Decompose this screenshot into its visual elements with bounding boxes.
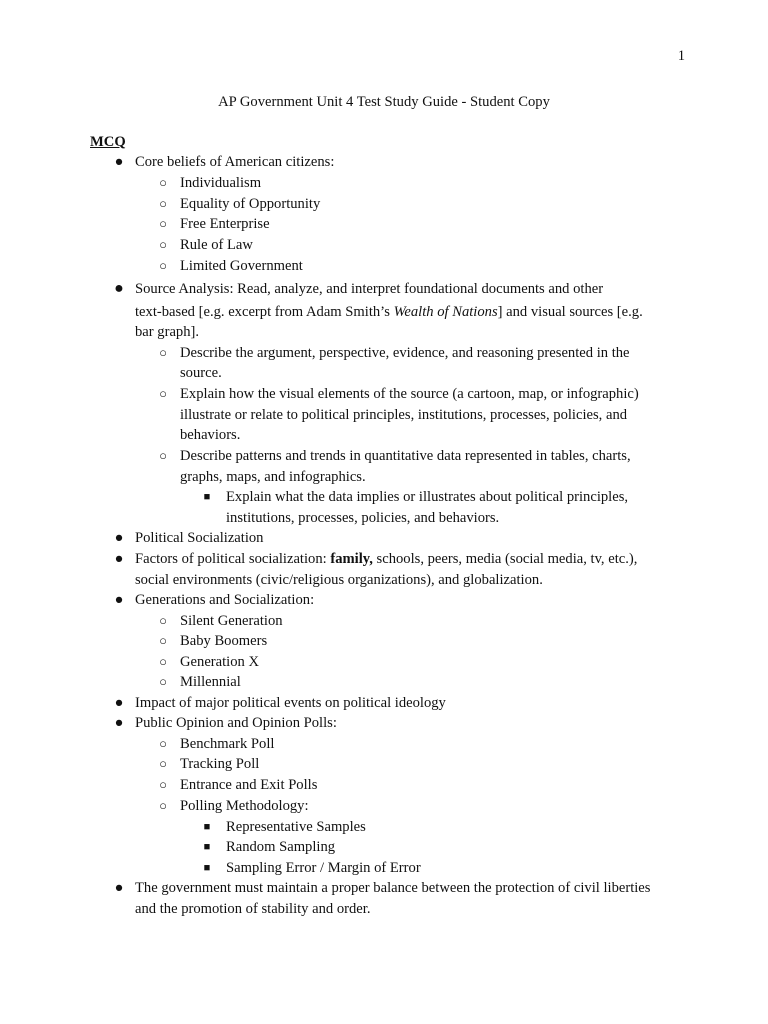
sub-bullet-marker: ○ xyxy=(159,386,167,401)
core-beliefs-label: Core beliefs of American citizens: xyxy=(135,154,335,170)
source-analysis-text: ] and visual sources [e.g. xyxy=(497,304,643,320)
source-analysis-sub-item: graphs, maps, and infographics. xyxy=(180,469,366,485)
source-analysis-line: Source Analysis: Read, analyze, and interpret foundational documents and other xyxy=(135,281,604,297)
source-analysis-sub-item: illustrate or relate to political principles, institutions, processes, policies, and xyxy=(180,407,628,423)
source-analysis-sub-item: Describe the argument, perspective, evidence, and reasoning presented in the xyxy=(180,345,630,361)
source-analysis-sub-item: behaviors. xyxy=(180,427,241,443)
sub-bullet-marker: ○ xyxy=(159,613,167,628)
poll-type-item: Polling Methodology: xyxy=(180,798,309,814)
factors-line: social environments (civic/religious organizations), and globalization. xyxy=(135,572,543,588)
poll-type-item: Entrance and Exit Polls xyxy=(180,777,318,793)
factors-text: Factors of political socialization: xyxy=(135,551,331,567)
bullet-marker: ● xyxy=(114,592,124,608)
sub-bullet-marker: ○ xyxy=(159,175,167,190)
sub-bullet-marker: ○ xyxy=(159,345,167,360)
core-belief-item: Free Enterprise xyxy=(180,216,270,232)
square-bullet-marker: ■ xyxy=(203,821,211,833)
balance-line: and the promotion of stability and order. xyxy=(135,901,371,917)
sub-bullet-marker: ○ xyxy=(159,216,167,231)
bullet-marker: ● xyxy=(114,154,124,170)
core-belief-item: Rule of Law xyxy=(180,237,253,253)
square-bullet-marker: ■ xyxy=(203,841,211,853)
factors-text: schools, peers, media (social media, tv, etc.), xyxy=(372,551,638,567)
section-heading-mcq: MCQ xyxy=(90,134,126,150)
generation-item: Generation X xyxy=(180,654,260,670)
sub-bullet-marker: ○ xyxy=(159,237,167,252)
sub-bullet-marker: ○ xyxy=(159,798,167,813)
source-analysis-sub-item: Explain how the visual elements of the source (a cartoon, map, or infographic) xyxy=(180,386,639,402)
sub-bullet-marker: ○ xyxy=(159,258,167,273)
core-belief-item: Limited Government xyxy=(180,258,303,274)
methodology-item: Random Sampling xyxy=(226,839,336,855)
source-analysis-sub-item: source. xyxy=(180,365,222,381)
generation-item: Silent Generation xyxy=(180,613,283,629)
poll-type-item: Tracking Poll xyxy=(180,756,260,772)
bullet-marker: ● xyxy=(114,715,124,731)
bullet-marker: ● xyxy=(114,280,124,297)
source-analysis-sub-item: Describe patterns and trends in quantitative data represented in tables, charts, xyxy=(180,448,631,464)
impact-item: Impact of major political events on political ideology xyxy=(135,695,446,711)
bullet-marker: ● xyxy=(114,695,124,711)
political-socialization-item: Political Socialization xyxy=(135,530,264,546)
poll-type-item: Benchmark Poll xyxy=(180,736,275,752)
core-belief-item: Equality of Opportunity xyxy=(180,196,321,212)
bullet-marker: ● xyxy=(114,551,124,567)
factors-line xyxy=(135,549,637,569)
core-belief-item: Individualism xyxy=(180,175,262,191)
source-analysis-line: bar graph]. xyxy=(135,324,200,340)
source-analysis-subsub-item: Explain what the data implies or illustrates about political principles, xyxy=(226,489,629,505)
document-title: AP Government Unit 4 Test Study Guide - Student Copy xyxy=(218,94,550,110)
public-opinion-label: Public Opinion and Opinion Polls: xyxy=(135,715,337,731)
methodology-item: Sampling Error / Margin of Error xyxy=(226,860,421,876)
sub-bullet-marker: ○ xyxy=(159,756,167,771)
bullet-marker: ● xyxy=(114,530,124,546)
book-title-wealth-of-nations: Wealth of Nations xyxy=(393,304,498,320)
sub-bullet-marker: ○ xyxy=(159,736,167,751)
methodology-item: Representative Samples xyxy=(226,819,366,835)
balance-line: The government must maintain a proper balance between the protection of civil liberties xyxy=(135,880,651,896)
source-analysis-subsub-item: institutions, processes, policies, and behaviors. xyxy=(226,510,500,526)
generations-label: Generations and Socialization: xyxy=(135,592,315,608)
generation-item: Baby Boomers xyxy=(180,633,268,649)
factors-family-bold: family, xyxy=(330,551,373,567)
sub-bullet-marker: ○ xyxy=(159,633,167,648)
square-bullet-marker: ■ xyxy=(203,491,211,503)
source-analysis-line xyxy=(135,302,643,322)
sub-bullet-marker: ○ xyxy=(159,196,167,211)
generation-item: Millennial xyxy=(180,674,241,690)
sub-bullet-marker: ○ xyxy=(159,777,167,792)
bullet-marker: ● xyxy=(114,880,124,896)
source-analysis-text: text-based [e.g. excerpt from Adam Smith’s xyxy=(135,304,394,320)
sub-bullet-marker: ○ xyxy=(159,654,167,669)
sub-bullet-marker: ○ xyxy=(159,448,167,463)
square-bullet-marker: ■ xyxy=(203,862,211,874)
sub-bullet-marker: ○ xyxy=(159,674,167,689)
page-number: 1 xyxy=(677,48,685,64)
